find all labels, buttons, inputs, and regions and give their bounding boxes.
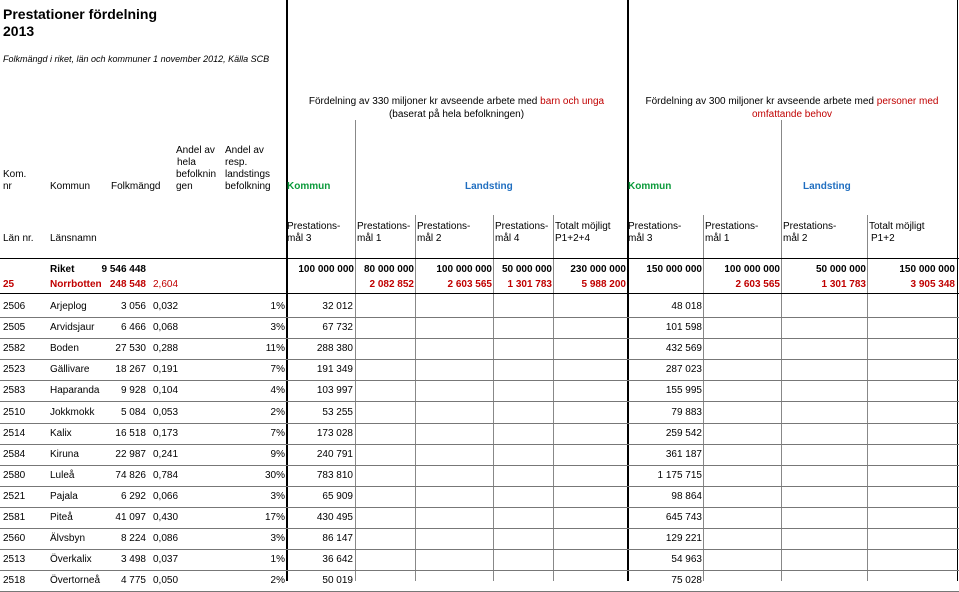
andel-hela-cell: 0,086 [153, 533, 179, 544]
folkmangd-cell: 18 267 [115, 364, 146, 375]
kom-nr-cell: 2510 [3, 407, 26, 418]
group2-highlight: personer med [876, 96, 939, 107]
page-title [3, 6, 157, 40]
g1-kommun-cell: 783 810 [316, 470, 353, 481]
header-text: Prestations- [628, 221, 682, 232]
header-text: Prestations- [705, 221, 759, 232]
header-g1-landsting: Landsting [465, 181, 513, 192]
group1-highlight: barn och unga [540, 96, 605, 107]
kom-nr-cell: 2523 [3, 364, 26, 375]
row-divider [0, 338, 959, 339]
header-col-4 [495, 221, 548, 245]
andel-resp-cell: 7% [270, 428, 285, 439]
kommun-name-cell: Kalix [50, 428, 72, 439]
g2-kommun-cell: 79 883 [671, 407, 702, 418]
group2-subtext: omfattande behov [751, 109, 833, 120]
folkmangd-cell: 9 928 [120, 385, 146, 396]
row-divider [0, 507, 959, 508]
andel-hela-cell: 0,037 [153, 554, 179, 565]
folkmangd-cell: 3 498 [120, 554, 146, 565]
folkmangd-cell: 16 518 [115, 428, 146, 439]
kommun-name-cell: Haparanda [50, 385, 100, 396]
header-text: mål 2 [783, 233, 808, 244]
header-lan-nr: Län nr. [3, 233, 34, 244]
folkmangd-cell: 6 292 [120, 491, 146, 502]
andel-resp-cell: 2% [270, 575, 285, 586]
subtitle: Folkmängd i riket, län och kommuner 1 november 2012, Källa SCB [3, 54, 270, 64]
header-text: Prestations- [417, 221, 471, 232]
row-divider [0, 486, 959, 487]
header-g2-kommun: Kommun [628, 181, 672, 192]
row-divider [0, 359, 959, 360]
group2-header [627, 95, 957, 121]
kommun-name-cell: Övertorneå [50, 575, 101, 586]
g1-kommun-cell: 65 909 [322, 491, 353, 502]
kom-nr-cell: 2513 [3, 554, 26, 565]
header-col-2 [357, 221, 410, 245]
g2-kommun-cell: 432 569 [665, 343, 702, 354]
lan-divider [0, 293, 959, 294]
group1-header [286, 95, 627, 121]
header-col-6 [628, 221, 681, 245]
g2-kommun-cell: 645 743 [665, 512, 702, 523]
riket-value: 50 000 000 [815, 264, 866, 275]
lan-nr: 25 [3, 279, 15, 290]
folkmangd-cell: 8 224 [120, 533, 146, 544]
row-divider [0, 465, 959, 466]
col-divider [781, 120, 782, 581]
group1-text: Fördelning av 330 miljoner kr avseende arbete med [308, 96, 541, 107]
g1-kommun-cell: 53 255 [322, 407, 353, 418]
kom-nr-cell: 2560 [3, 533, 26, 544]
g2-kommun-cell: 1 175 715 [657, 470, 702, 481]
header-text: landstings [225, 169, 271, 180]
kom-nr-cell: 2580 [3, 470, 26, 481]
g2-kommun-cell: 287 023 [665, 364, 702, 375]
lan-folkmangd: 248 548 [109, 279, 146, 290]
group1-subtext: (baserat på hela befolkningen) [388, 109, 525, 120]
header-kom-nr [3, 169, 26, 193]
header-text: P1+2+4 [555, 233, 591, 244]
header-text: Kom. [3, 169, 27, 180]
header-text: Prestations- [783, 221, 837, 232]
kommun-name-cell: Boden [50, 343, 79, 354]
header-text: Totalt möjligt [869, 221, 925, 232]
row-divider [0, 549, 959, 550]
andel-hela-cell: 0,053 [153, 407, 179, 418]
header-text: mål 3 [628, 233, 653, 244]
riket-value: 230 000 000 [570, 264, 626, 275]
header-text: resp. [225, 157, 248, 168]
g1-kommun-cell: 240 791 [316, 449, 353, 460]
kom-nr-cell: 2514 [3, 428, 26, 439]
andel-resp-cell: 17% [264, 512, 285, 523]
lan-value: 1 301 783 [821, 279, 866, 290]
andel-resp-cell: 1% [270, 301, 285, 312]
folkmangd-cell: 22 987 [115, 449, 146, 460]
header-text: mål 1 [357, 233, 382, 244]
andel-resp-cell: 3% [270, 491, 285, 502]
andel-hela-cell: 0,104 [153, 385, 179, 396]
row-divider [0, 423, 959, 424]
riket-label: Riket [50, 264, 75, 275]
divider-right [957, 0, 958, 581]
folkmangd-cell: 27 530 [115, 343, 146, 354]
lan-value: 3 905 348 [910, 279, 955, 290]
folkmangd-cell: 74 826 [115, 470, 146, 481]
row-divider [0, 528, 959, 529]
header-g2-landsting: Landsting [803, 181, 851, 192]
andel-resp-cell: 30% [264, 470, 285, 481]
header-col-1 [287, 221, 340, 245]
riket-value: 100 000 000 [436, 264, 492, 275]
header-text: mål 3 [287, 233, 312, 244]
g1-kommun-cell: 50 019 [322, 575, 353, 586]
riket-value: 150 000 000 [899, 264, 955, 275]
header-text: Andel av [225, 145, 264, 156]
andel-resp-cell: 7% [270, 364, 285, 375]
andel-hela-cell: 0,032 [153, 301, 179, 312]
kommun-name-cell: Pajala [50, 491, 78, 502]
header-text: Totalt möjligt [555, 221, 611, 232]
andel-resp-cell: 9% [270, 449, 285, 460]
andel-hela-cell: 0,191 [153, 364, 179, 375]
header-text: gen [176, 181, 193, 192]
kommun-name-cell: Kiruna [50, 449, 79, 460]
andel-hela-cell: 0,430 [153, 512, 179, 523]
kom-nr-cell: 2582 [3, 343, 26, 354]
header-text: befolknin [176, 169, 217, 180]
g1-kommun-cell: 288 380 [316, 343, 353, 354]
g2-kommun-cell: 75 028 [671, 575, 702, 586]
g1-kommun-cell: 32 012 [322, 301, 353, 312]
andel-resp-cell: 3% [270, 322, 285, 333]
kommun-name-cell: Piteå [50, 512, 73, 523]
row-divider [0, 401, 959, 402]
row-divider [0, 380, 959, 381]
header-folkmangd: Folkmängd [111, 181, 161, 192]
lan-value: 5 988 200 [581, 279, 626, 290]
header-text: hela [177, 157, 196, 168]
folkmangd-cell: 6 466 [120, 322, 146, 333]
header-text: mål 2 [417, 233, 442, 244]
g1-kommun-cell: 430 495 [316, 512, 353, 523]
lan-name: Norrbotten [50, 279, 102, 290]
folkmangd-cell: 3 056 [120, 301, 146, 312]
g1-kommun-cell: 67 732 [322, 322, 353, 333]
kom-nr-cell: 2505 [3, 322, 26, 333]
folkmangd-cell: 5 084 [120, 407, 146, 418]
lan-value: 2 603 565 [447, 279, 492, 290]
header-text: P1+2 [871, 233, 895, 244]
kommun-name-cell: Älvsbyn [50, 533, 86, 544]
kommun-name-cell: Arjeplog [50, 301, 87, 312]
g1-kommun-cell: 36 642 [322, 554, 353, 565]
andel-hela-cell: 0,784 [153, 470, 179, 481]
kom-nr-cell: 2583 [3, 385, 26, 396]
title-line-1: Prestationer fördelning [3, 6, 158, 22]
g2-kommun-cell: 101 598 [665, 322, 702, 333]
g1-kommun-cell: 86 147 [322, 533, 353, 544]
riket-value: 100 000 000 [298, 264, 354, 275]
header-text: Prestations- [357, 221, 411, 232]
header-col-5 [555, 221, 611, 245]
header-text: Prestations- [495, 221, 549, 232]
header-text: befolkning [225, 181, 271, 192]
kom-nr-cell: 2506 [3, 301, 26, 312]
andel-hela-cell: 0,066 [153, 491, 179, 502]
riket-folkmangd: 9 546 448 [101, 264, 146, 275]
kommun-name-cell: Överkalix [50, 554, 92, 565]
header-divider [0, 258, 959, 259]
row-divider [0, 444, 959, 445]
kom-nr-cell: 2518 [3, 575, 26, 586]
folkmangd-cell: 4 775 [120, 575, 146, 586]
header-col-9 [869, 221, 925, 245]
andel-resp-cell: 3% [270, 533, 285, 544]
riket-value: 100 000 000 [724, 264, 780, 275]
andel-hela-cell: 0,288 [153, 343, 179, 354]
header-col-7 [705, 221, 758, 245]
andel-resp-cell: 2% [270, 407, 285, 418]
lan-value: 2 082 852 [369, 279, 414, 290]
title-line-2: 2013 [3, 23, 35, 39]
g2-kommun-cell: 98 864 [671, 491, 702, 502]
row-divider [0, 570, 959, 571]
kom-nr-cell: 2581 [3, 512, 26, 523]
kommun-name-cell: Arvidsjaur [50, 322, 95, 333]
header-col-8 [783, 221, 836, 245]
header-text: nr [3, 181, 12, 192]
g2-kommun-cell: 259 542 [665, 428, 702, 439]
header-g1-kommun: Kommun [287, 181, 331, 192]
header-andel-hela [176, 145, 216, 193]
andel-hela-cell: 0,173 [153, 428, 179, 439]
kommun-name-cell: Luleå [50, 470, 75, 481]
kom-nr-cell: 2584 [3, 449, 26, 460]
g2-kommun-cell: 129 221 [665, 533, 702, 544]
riket-value: 150 000 000 [646, 264, 702, 275]
riket-value: 50 000 000 [501, 264, 552, 275]
andel-resp-cell: 1% [270, 554, 285, 565]
header-kommun: Kommun [50, 181, 91, 192]
andel-resp-cell: 11% [265, 343, 285, 354]
header-text: Prestations- [287, 221, 341, 232]
col-divider [355, 120, 356, 581]
g2-kommun-cell: 54 963 [671, 554, 702, 565]
folkmangd-cell: 41 097 [115, 512, 146, 523]
header-lansnamn: Länsnamn [50, 233, 97, 244]
kom-nr-cell: 2521 [3, 491, 26, 502]
header-col-3 [417, 221, 470, 245]
header-text: mål 4 [495, 233, 520, 244]
header-text: Andel av [176, 145, 215, 156]
kommun-name-cell: Gällivare [50, 364, 90, 375]
kommun-name-cell: Jokkmokk [50, 407, 95, 418]
header-text: mål 1 [705, 233, 730, 244]
andel-hela-cell: 0,241 [153, 449, 179, 460]
andel-hela-cell: 0,050 [153, 575, 179, 586]
g2-kommun-cell: 155 995 [665, 385, 702, 396]
riket-value: 80 000 000 [363, 264, 414, 275]
lan-andel: 2,604 [153, 279, 179, 290]
g1-kommun-cell: 191 349 [316, 364, 353, 375]
row-divider [0, 317, 959, 318]
group2-text: Fördelning av 300 miljoner kr avseende arbete med [645, 96, 877, 107]
andel-hela-cell: 0,068 [153, 322, 179, 333]
andel-resp-cell: 4% [270, 385, 285, 396]
g2-kommun-cell: 48 018 [671, 301, 702, 312]
lan-value: 2 603 565 [735, 279, 780, 290]
header-andel-resp [225, 145, 271, 193]
g2-kommun-cell: 361 187 [665, 449, 702, 460]
lan-value: 1 301 783 [507, 279, 552, 290]
g1-kommun-cell: 103 997 [316, 385, 353, 396]
g1-kommun-cell: 173 028 [316, 428, 353, 439]
